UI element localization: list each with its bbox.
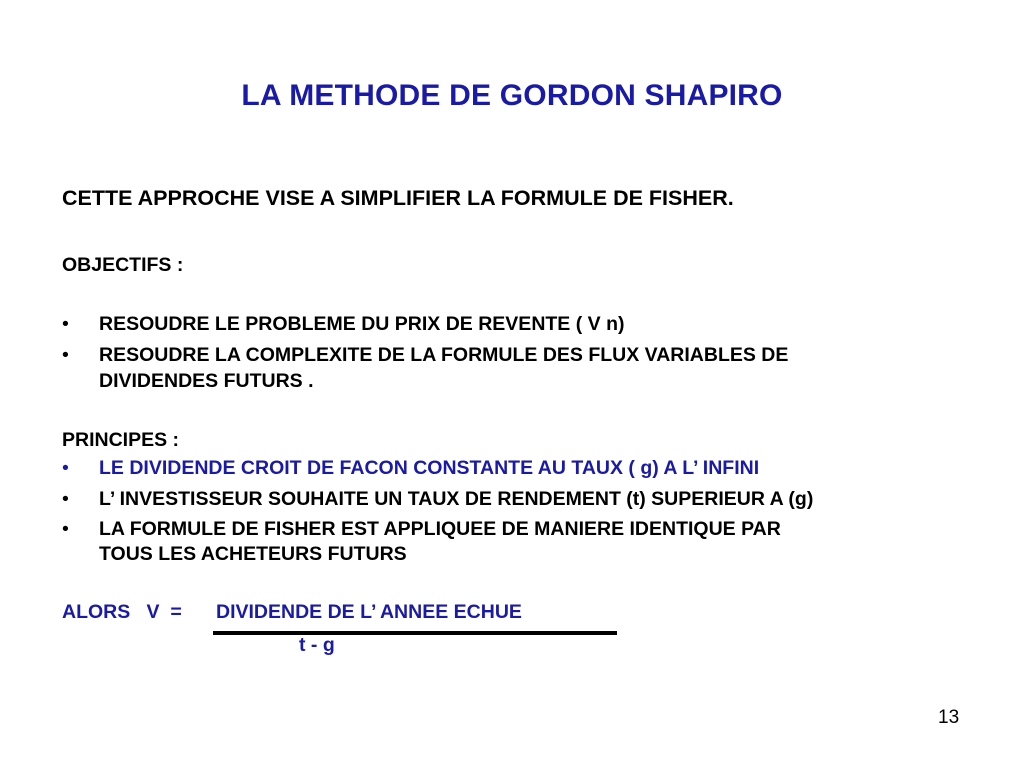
formula-denominator: t - g	[299, 634, 335, 656]
bullet-icon: •	[62, 344, 69, 366]
slide-title: LA METHODE DE GORDON SHAPIRO	[241, 79, 783, 112]
formula-numerator: DIVIDENDE DE L’ ANNEE ECHUE	[216, 601, 522, 623]
objectives-heading: OBJECTIFS :	[62, 254, 184, 276]
bullet-icon: •	[62, 457, 69, 479]
objective-item: RESOUDRE LE PROBLEME DU PRIX DE REVENTE ( V n)	[99, 313, 625, 335]
intro-text: CETTE APPROCHE VISE A SIMPLIFIER LA FORMULE DE FISHER.	[62, 186, 734, 210]
fraction-bar	[213, 631, 617, 635]
principle-item: LE DIVIDENDE CROIT DE FACON CONSTANTE AU TAUX ( g) A L’ INFINI	[99, 457, 760, 479]
principle-item-continuation: TOUS LES ACHETEURS FUTURS	[99, 543, 407, 565]
bullet-icon: •	[62, 488, 69, 510]
principle-item: LA FORMULE DE FISHER EST APPLIQUEE DE MANIERE IDENTIQUE PAR	[99, 518, 781, 540]
principle-item: L’ INVESTISSEUR SOUHAITE UN TAUX DE RENDEMENT (t) SUPERIEUR A (g)	[99, 488, 814, 510]
page-number: 13	[938, 707, 960, 728]
objective-item-continuation: DIVIDENDES FUTURS .	[99, 370, 314, 392]
bullet-icon: •	[62, 518, 69, 540]
formula-prefix: ALORS V =	[62, 601, 182, 623]
objective-item: RESOUDRE LA COMPLEXITE DE LA FORMULE DES FLUX VARIABLES DE	[99, 344, 789, 366]
principles-heading: PRINCIPES :	[62, 429, 180, 451]
bullet-icon: •	[62, 313, 69, 335]
